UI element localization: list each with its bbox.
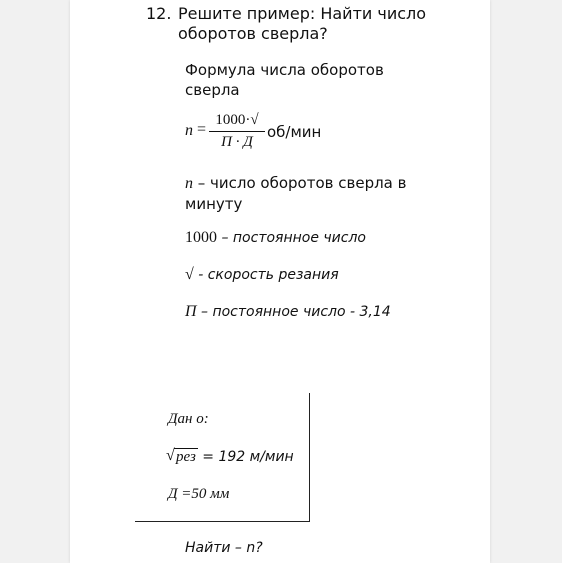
formula-equals: =: [197, 121, 207, 138]
document-page: [70, 0, 490, 563]
find-text: Найти – n?: [185, 540, 263, 556]
formula-label: [185, 60, 384, 100]
question-line-2: оборотов сверла?: [178, 24, 328, 43]
given-label: Дан о:: [168, 411, 209, 427]
speed-value: = 192 м/мин: [197, 449, 294, 465]
pi-text: – постоянное число - 3,14: [196, 304, 391, 320]
question-text: [178, 4, 426, 44]
const-1000-definition: [185, 229, 366, 247]
formula-denominator: П · Д: [221, 134, 253, 150]
formula-label-line-2: сверла: [185, 81, 240, 99]
const-text: – постоянное число: [217, 230, 366, 246]
n-description: [185, 173, 406, 214]
radical-sign: √: [166, 447, 175, 464]
speed-root: [166, 449, 198, 466]
given-vertical-rule: [309, 393, 310, 522]
question-line-1: Решите пример: Найти число: [178, 4, 427, 23]
n-symbol: n: [185, 175, 193, 192]
n-description-line-1: – число оборотов сверла в: [193, 174, 407, 192]
fraction-bar: [209, 131, 265, 132]
speed-definition: [185, 266, 339, 284]
speed-subscript: рез: [176, 449, 196, 465]
pi-definition: [185, 303, 391, 321]
formula-lhs: n: [185, 122, 193, 139]
given-horizontal-rule: [135, 521, 310, 522]
n-description-line-2: минуту: [185, 195, 243, 213]
formula-label-line-1: Формула числа оборотов: [185, 61, 384, 79]
given-diameter: Д =50 мм: [168, 486, 230, 502]
given-speed: [166, 449, 294, 466]
formula-unit: об/мин: [267, 123, 322, 141]
v-text: - скорость резания: [193, 267, 339, 283]
const-value: 1000: [185, 229, 217, 246]
formula-numerator: 1000·√: [215, 112, 259, 128]
v-symbol: √: [185, 266, 194, 283]
question-number: 12.: [146, 4, 172, 23]
pi-symbol: П: [185, 303, 197, 320]
